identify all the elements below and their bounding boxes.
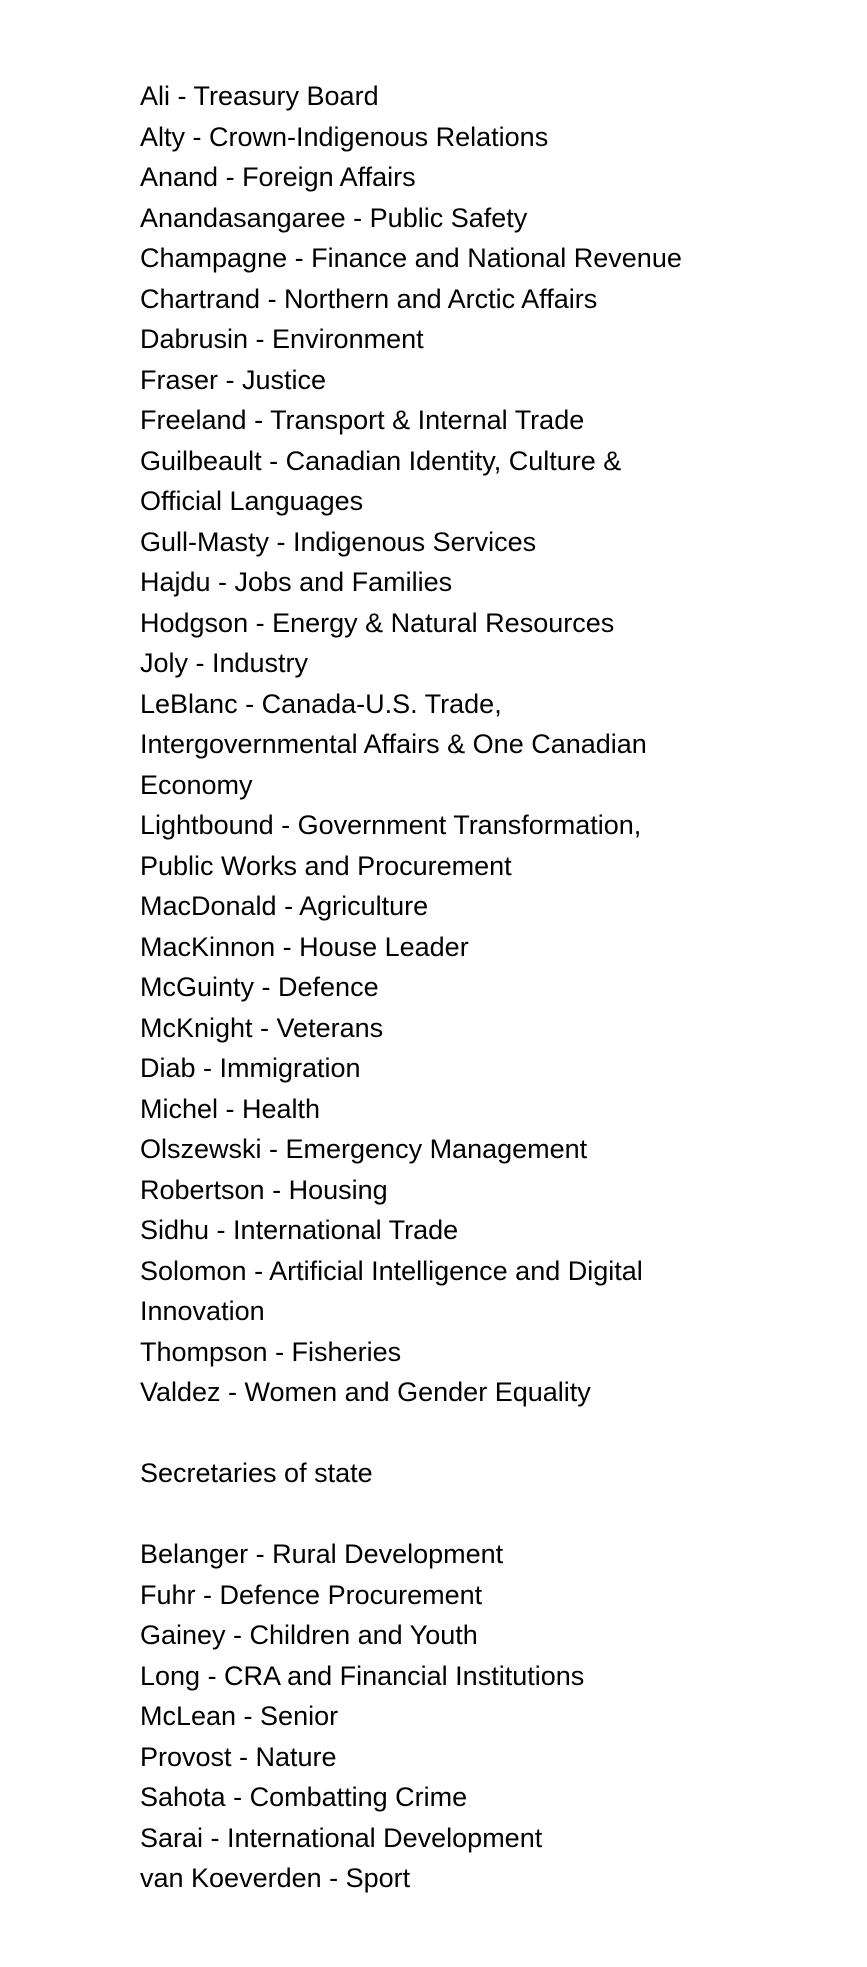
minister-entry-line: Ali - Treasury Board xyxy=(140,81,379,111)
minister-entry xyxy=(140,603,730,644)
minister-entry-line: Hajdu - Jobs and Families xyxy=(140,567,453,597)
minister-entry-line: LeBlanc - Canada-U.S. Trade, xyxy=(140,688,502,719)
minister-entry xyxy=(140,76,730,117)
minister-entry xyxy=(140,805,730,886)
minister-entry-line: Hodgson - Energy & Natural Resources xyxy=(140,607,615,638)
minister-entry-line: Freeland - Transport & Internal Trade xyxy=(140,405,585,435)
minister-entry xyxy=(140,643,730,684)
minister-entry xyxy=(140,117,730,158)
minister-entry-line: Valdez - Women and Gender Equality xyxy=(140,1377,591,1407)
minister-entry xyxy=(140,157,730,198)
minister-entry-line: Innovation xyxy=(140,1296,265,1326)
secretary-entry: Sahota - Combatting Crime xyxy=(140,1782,468,1812)
minister-entry xyxy=(140,967,730,1008)
minister-entry-line: Guilbeault - Canadian Identity, Culture & xyxy=(140,445,622,476)
minister-entry xyxy=(140,886,730,927)
minister-entry xyxy=(140,1372,730,1413)
minister-entry xyxy=(140,238,730,279)
minister-entry-line: Sidhu - International Trade xyxy=(140,1215,459,1245)
minister-entry-line: McKnight - Veterans xyxy=(140,1012,384,1043)
minister-entry-line: MacKinnon - House Leader xyxy=(140,931,469,962)
note-content xyxy=(140,76,730,1899)
minister-entry xyxy=(140,562,730,603)
minister-entry xyxy=(140,684,730,806)
minister-entry xyxy=(140,1251,730,1332)
minister-entry xyxy=(140,1210,730,1251)
minister-entry-line: Anandasangaree - Public Safety xyxy=(140,202,528,233)
blank-line xyxy=(140,1413,730,1454)
minister-entry-line: Olszewski - Emergency Management xyxy=(140,1134,588,1164)
minister-entry-line: Economy xyxy=(140,769,253,800)
minister-entry xyxy=(140,1170,730,1211)
secretary-entry: Gainey - Children and Youth xyxy=(140,1620,478,1650)
minister-entry xyxy=(140,279,730,320)
minister-entry xyxy=(140,927,730,968)
minister-entry-line: Alty - Crown-Indigenous Relations xyxy=(140,121,549,152)
minister-entry-line: Chartrand - Northern and Arctic Affairs xyxy=(140,283,598,314)
minister-entry xyxy=(140,1089,730,1130)
secretary-entry: Long - CRA and Financial Institutions xyxy=(140,1660,585,1691)
minister-entry-line: Michel - Health xyxy=(140,1093,321,1124)
minister-entry-line: MacDonald - Agriculture xyxy=(140,891,429,921)
minister-entry-line: Gull-Masty - Indigenous Services xyxy=(140,526,537,557)
secretary-entry: Provost - Nature xyxy=(140,1741,337,1772)
minister-entry xyxy=(140,360,730,401)
minister-entry xyxy=(140,400,730,441)
blank-line xyxy=(140,1494,730,1535)
minister-entry-line: Intergovernmental Affairs & One Canadian xyxy=(140,729,647,759)
minister-entry xyxy=(140,319,730,360)
secretary-entry: Fuhr - Defence Procurement xyxy=(140,1579,483,1610)
minister-entry xyxy=(140,441,730,522)
minister-entry xyxy=(140,1129,730,1170)
ministers-list xyxy=(140,76,730,1413)
minister-entry-line: Fraser - Justice xyxy=(140,364,327,395)
secretaries-heading: Secretaries of state xyxy=(140,1458,373,1488)
minister-entry-line: Thompson - Fisheries xyxy=(140,1336,402,1367)
minister-entry-line: Public Works and Procurement xyxy=(140,850,512,881)
minister-entry-line: Dabrusin - Environment xyxy=(140,324,424,354)
minister-entry-line: Joly - Industry xyxy=(140,648,309,678)
minister-entry-line: Champagne - Finance and National Revenue xyxy=(140,243,682,273)
minister-entry-line: Robertson - Housing xyxy=(140,1174,388,1205)
secretary-entry: Belanger - Rural Development xyxy=(140,1539,504,1569)
secretaries-list xyxy=(140,1534,730,1899)
secretary-entry: Sarai - International Development xyxy=(140,1822,543,1853)
minister-entry xyxy=(140,1008,730,1049)
minister-entry-line: Solomon - Artificial Intelligence and Digital xyxy=(140,1255,643,1286)
minister-entry-line: Lightbound - Government Transformation, xyxy=(140,810,642,840)
minister-entry xyxy=(140,1048,730,1089)
minister-entry-line: McGuinty - Defence xyxy=(140,972,379,1002)
minister-entry-line: Anand - Foreign Affairs xyxy=(140,162,416,192)
minister-entry xyxy=(140,198,730,239)
secretary-entry: McLean - Senior xyxy=(140,1701,339,1731)
minister-entry xyxy=(140,1332,730,1373)
minister-entry xyxy=(140,522,730,563)
minister-entry-line: Diab - Immigration xyxy=(140,1053,361,1083)
minister-entry-line: Official Languages xyxy=(140,486,364,516)
secretary-entry: van Koeverden - Sport xyxy=(140,1863,411,1893)
